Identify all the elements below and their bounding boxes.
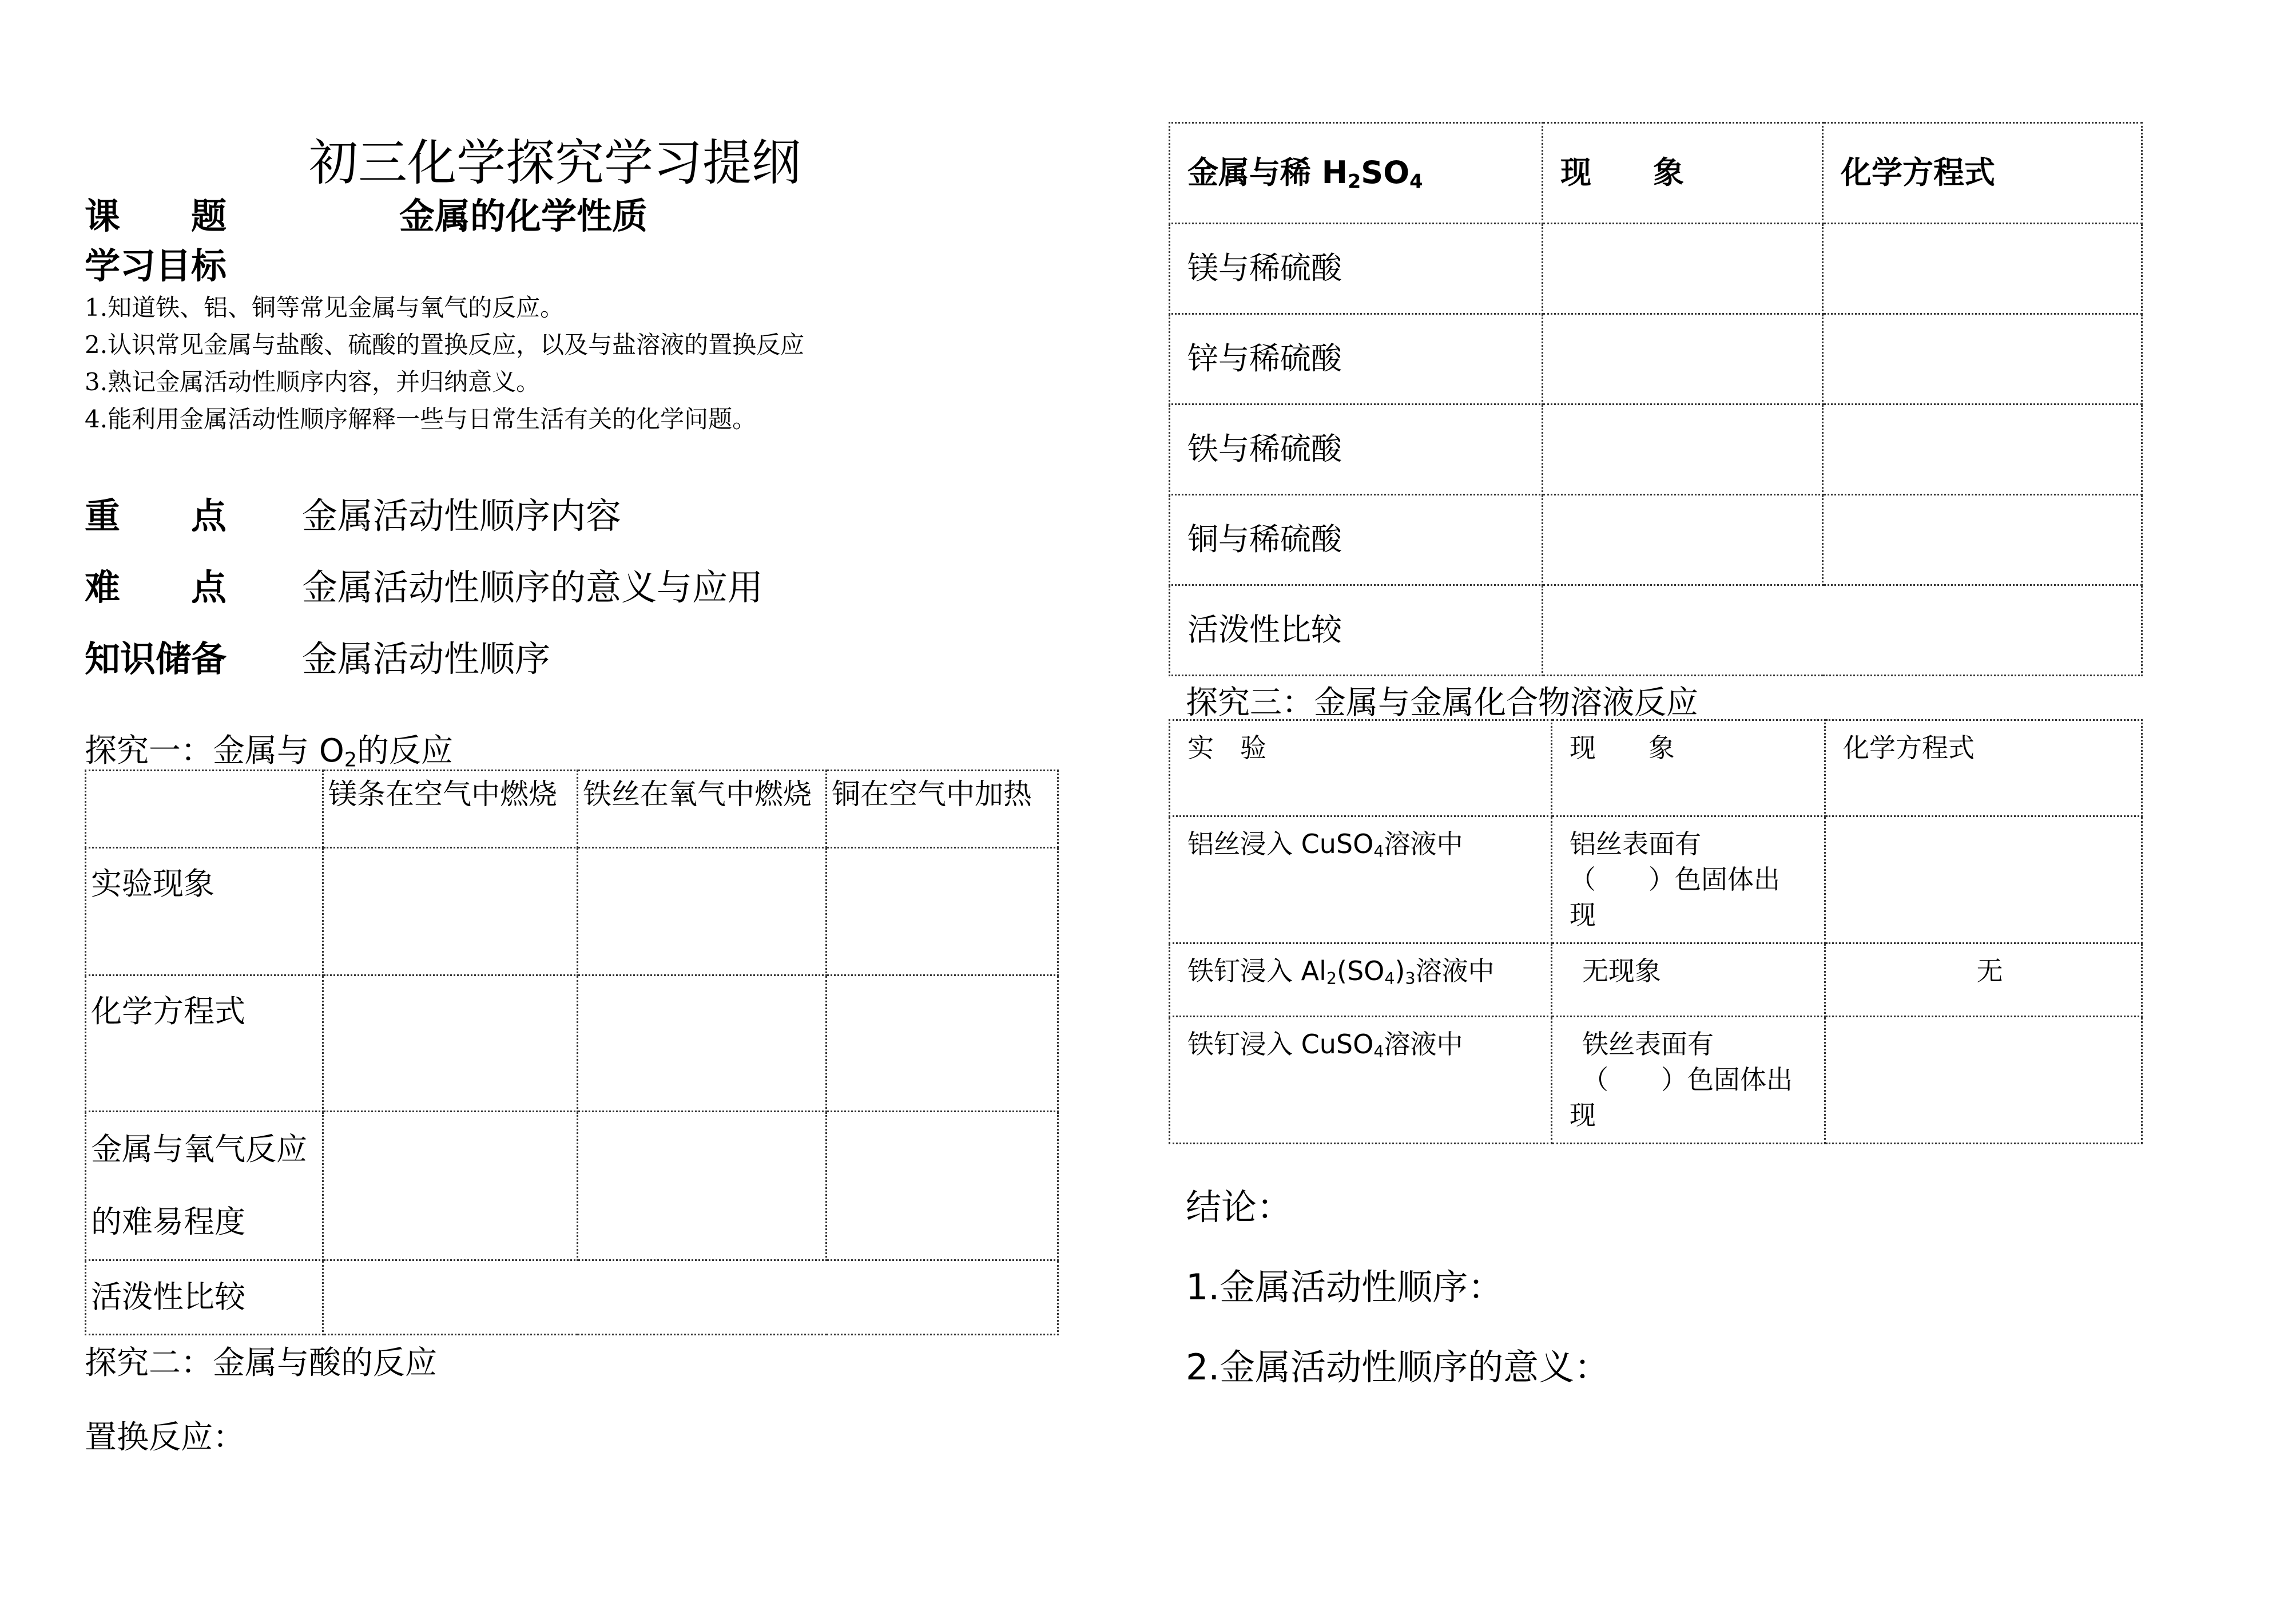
goal-item: 1.知道铁、铝、铜等常见金属与氧气的反应。 <box>85 294 565 322</box>
row-label: 化学方程式 <box>86 975 323 1112</box>
goal-item: 3.熟记金属活动性顺序内容，并归纳意义。 <box>85 368 541 396</box>
answer-cell <box>827 1112 1058 1260</box>
goal-item: 4.能利用金属活动性顺序解释一些与日常生活有关的化学问题。 <box>85 405 757 433</box>
answer-cell <box>827 975 1058 1112</box>
answer-cell <box>578 975 827 1112</box>
keypoint-label: 难 点 <box>85 566 227 608</box>
answer-cell <box>323 1260 1058 1335</box>
table-header-cell: 化学方程式 <box>1823 123 2142 224</box>
answer-cell <box>1543 404 1823 495</box>
keypoint-value: 金属活动性顺序内容 <box>302 495 622 537</box>
equation-cell: 无 <box>1825 943 2142 1017</box>
explore2-subheading: 置换反应： <box>85 1419 245 1456</box>
keypoint-value: 金属活动性顺序的意义与应用 <box>302 566 764 608</box>
row-label: 锌与稀硫酸 <box>1170 314 1543 404</box>
keypoint-label: 重 点 <box>85 495 227 537</box>
equation-cell <box>1825 1017 2142 1144</box>
solution-reaction-table <box>1169 719 2143 1144</box>
answer-cell <box>1823 314 2142 404</box>
answer-cell <box>578 1112 827 1260</box>
table-header-cell: 铜在空气中加热 <box>827 771 1058 848</box>
experiment-cell: 铝丝浸入 CuSO$_4$溶液中 <box>1170 816 1552 943</box>
answer-cell <box>1543 495 1823 585</box>
keypoint-row <box>85 559 763 610</box>
answer-cell <box>1823 495 2142 585</box>
keypoint-row <box>85 630 550 681</box>
row-label: 铁与稀硫酸 <box>1170 404 1543 495</box>
phenomenon-cell: 铁丝表面有 （ ）色固体出 现 <box>1552 1017 1825 1144</box>
table-header-cell: 现 象 <box>1552 720 1825 816</box>
conclusion-item: 2.金属活动性顺序的意义： <box>1186 1346 1610 1388</box>
table-header-cell: 金属与稀 $H_2SO_4$ <box>1170 123 1543 224</box>
oxygen-reaction-table <box>85 770 1059 1335</box>
answer-cell <box>578 848 827 975</box>
topic-line <box>85 188 648 239</box>
row-label: 金属与氧气反应的难易程度 <box>86 1112 323 1260</box>
answer-cell <box>827 848 1058 975</box>
experiment-cell: 铁钉浸入 $Al_2(SO_4)_3$溶液中 <box>1170 943 1552 1017</box>
row-label: 铜与稀硫酸 <box>1170 495 1543 585</box>
equation-cell <box>1825 816 2142 943</box>
table-header-cell: 铁丝在氧气中燃烧 <box>578 771 827 848</box>
answer-cell <box>1823 224 2142 314</box>
topic-value: 金属的化学性质 <box>399 195 648 237</box>
answer-cell <box>323 975 578 1112</box>
conclusion-heading: 结论： <box>1186 1186 1293 1228</box>
explore2-heading: 探究二：金属与酸的反应 <box>85 1345 437 1382</box>
keypoint-row <box>85 487 621 538</box>
experiment-cell: 铁钉浸入 CuSO$_4$溶液中 <box>1170 1017 1552 1144</box>
answer-cell <box>323 1112 578 1260</box>
phenomenon-cell: 铝丝表面有 （ ）色固体出 现 <box>1552 816 1825 943</box>
row-label: 活泼性比较 <box>1170 585 1543 676</box>
answer-cell <box>1823 404 2142 495</box>
acid-reaction-table <box>1169 122 2143 676</box>
row-label: 活泼性比较 <box>86 1260 323 1335</box>
phenomenon-cell: 无现象 <box>1552 943 1825 1017</box>
row-label: 实验现象 <box>86 848 323 975</box>
goals-heading: 学习目标 <box>85 245 227 287</box>
goal-item: 2.认识常见金属与盐酸、硫酸的置换反应，以及与盐溶液的置换反应 <box>85 331 805 359</box>
keypoint-label: 知识储备 <box>85 638 227 680</box>
table-header-cell <box>86 771 323 848</box>
row-label: 镁与稀硫酸 <box>1170 224 1543 314</box>
keypoint-value: 金属活动性顺序 <box>302 638 551 680</box>
table-header-cell: 镁条在空气中燃烧 <box>323 771 578 848</box>
table-header-cell: 化学方程式 <box>1825 720 2142 816</box>
conclusion-item: 1.金属活动性顺序： <box>1186 1266 1504 1308</box>
explore3-heading: 探究三：金属与金属化合物溶液反应 <box>1186 684 1698 721</box>
answer-cell <box>1543 314 1823 404</box>
answer-cell <box>1543 585 2142 676</box>
table-header-cell: 现 象 <box>1543 123 1823 224</box>
answer-cell <box>323 848 578 975</box>
page-title: 初三化学探究学习提纲 <box>309 134 801 192</box>
explore1-heading: 探究一：金属与 $O_2$的反应 <box>85 732 453 772</box>
table-header-cell: 实 验 <box>1170 720 1552 816</box>
topic-label: 课 题 <box>85 195 227 237</box>
answer-cell <box>1543 224 1823 314</box>
